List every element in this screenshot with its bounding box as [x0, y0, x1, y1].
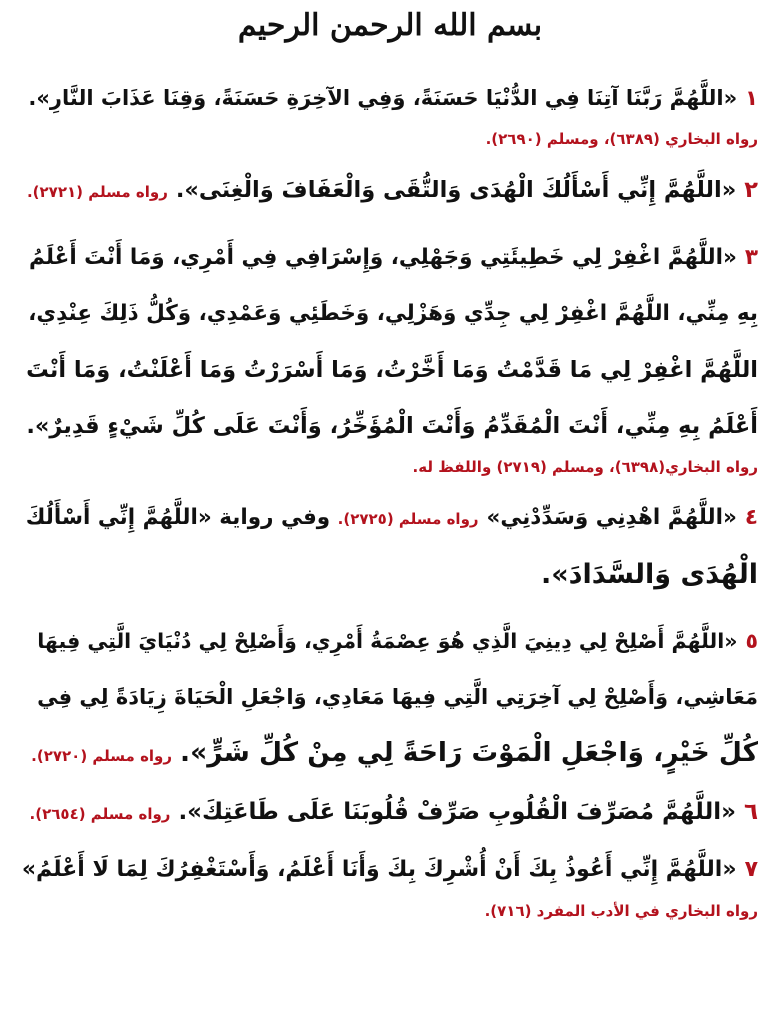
dua-line: مَعَاشِي، وَأَصْلِحْ لِي آخِرَتِي الَّتِي فِيهَا مَعَادِي، وَاجْعَلِ الْحَيَاةَ زِيَادَةً لِي فِي [37, 685, 758, 709]
dua-line [22, 162, 758, 220]
dua-text: كُلِّ خَيْرٍ، وَاجْعَلِ الْمَوْتَ رَاحَةً لِي مِنْ كُلِّ شَرٍّ». [180, 737, 758, 768]
basmala-calligraphy: بسم الله الرحمن الرحيم [237, 8, 543, 43]
dua-line: بِهِ مِنِّي، اللَّهُمَّ اغْفِرْ لِي جِدِّي وَهَزْلِي، وَخَطَئِي وَعَمْدِي، وَكُلُّ ذَلِكَ عِنْدِي، [28, 301, 758, 326]
dua-item-3 [22, 230, 758, 480]
dua-line: اللَّهُمَّ اغْفِرْ لِي مَا قَدَّمْتُ وَمَا أَخَّرْتُ، وَمَا أَسْرَرْتُ وَمَا أَعْلَنْتُ، وَمَا أَنْتَ [26, 357, 758, 383]
dua-text: «اللَّهُمَّ إِنِّي أَسْأَلُكَ الْهُدَى وَالتُّقَى وَالْعَفَافَ وَالْغِنَى». [175, 177, 737, 203]
dua-reference: رواه مسلم (٢٧٢٠). [31, 747, 173, 765]
dua-text: «اللَّهُمَّ رَبَّنَا آتِنَا فِي الدُّنْيَا حَسَنَةً، وَفِي الآخِرَةِ حَسَنَةً، وَقِنَا عَذَابَ النَّارِ». [28, 86, 738, 110]
spacer [22, 152, 758, 162]
dua-item-6 [22, 784, 758, 842]
dua-line [22, 613, 758, 669]
dua-number: ٤ [744, 505, 758, 530]
dua-number: ٥ [745, 629, 758, 653]
dua-line [22, 490, 758, 547]
dua-item-7 [22, 842, 758, 924]
spacer [22, 603, 758, 613]
dua-item-1 [22, 70, 758, 152]
dua-reference: رواه البخاري (٦٣٨٩)، ومسلم (٢٦٩٠). [485, 130, 758, 148]
dua-item-5 [22, 613, 758, 784]
dua-line [22, 70, 758, 126]
dua-number: ٦ [743, 799, 758, 825]
dua-text: «اللَّهُمَّ اهْدِنِي وَسَدِّدْنِي» [486, 505, 737, 530]
dua-text: «اللَّهُمَّ مُصَرِّفَ الْقُلُوبِ صَرِّفْ قُلُوبَنَا عَلَى طَاعَتِكَ». [178, 799, 736, 825]
dua-text: «اللَّهُمَّ إِنِّي أَعُوذُ بِكَ أَنْ أُشْرِكَ بِكَ وَأَنَا أَعْلَمُ، وَأَسْتَغْفِرُكَ لِمَا لَا أَعْلَمُ» [22, 857, 737, 882]
dua-number: ٢ [744, 177, 758, 203]
dua-reference: رواه البخاري في الأدب المفرد (٧١٦). [484, 902, 758, 920]
spacer [22, 480, 758, 490]
dua-line [22, 230, 758, 286]
dua-line: الْهُدَى وَالسَّدَادَ». [540, 559, 758, 590]
spacer [22, 220, 758, 230]
dua-number: ٧ [744, 857, 758, 882]
dua-item-2 [22, 162, 758, 220]
dua-continuation: وفي رواية «اللَّهُمَّ إِنِّي أَسْأَلُكَ [25, 505, 331, 530]
basmala-header [22, 0, 758, 70]
dua-text: «اللَّهُمَّ أَصْلِحْ لِي دِينِيَ الَّذِي هُوَ عِصْمَةُ أَمْرِي، وَأَصْلِحْ لِي دُنْيَايَ الَّتِي فِيهَا [37, 629, 738, 653]
dua-reference: رواه مسلم (٢٧٢١). [26, 183, 168, 201]
dua-reference: رواه البخاري(٦٣٩٨)، ومسلم (٢٧١٩) واللفظ له. [412, 458, 758, 476]
dua-number: ٣ [744, 245, 758, 270]
dua-line [22, 784, 758, 842]
dua-line [22, 725, 758, 784]
dua-number: ١ [745, 86, 758, 110]
dua-line: أَعْلَمُ بِهِ مِنِّي، أَنْتَ الْمُقَدِّمُ وَأَنْتَ الْمُؤَخِّرُ، وَأَنْتَ عَلَى كُلِّ شَيْءٍ قَدِيرٌ». [26, 413, 758, 439]
dua-reference: رواه مسلم (٢٧٢٥). [337, 510, 479, 528]
dua-item-4 [22, 490, 758, 603]
dua-line [22, 842, 758, 898]
dua-reference: رواه مسلم (٢٦٥٤). [29, 805, 171, 823]
dua-text: «اللَّهُمَّ اغْفِرْ لِي خَطِيئَتِي وَجَهْلِي، وَإِسْرَافِي فِي أَمْرِي، وَمَا أَنْتَ أَعْلَمُ [29, 245, 737, 270]
